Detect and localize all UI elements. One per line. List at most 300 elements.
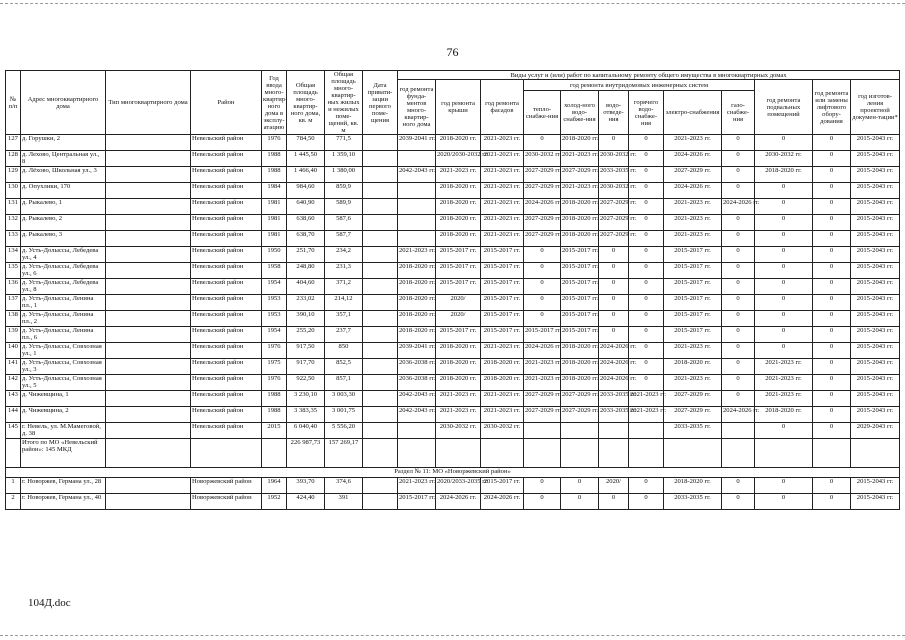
- table-row: [6, 151, 900, 167]
- cell-house-type: [106, 279, 191, 295]
- cell-design-docs-year: 2015-2043 гг.: [851, 135, 900, 151]
- cell-roof-year: 2018-2020 гг.: [436, 183, 481, 199]
- cell-gas-year: 0: [722, 183, 755, 199]
- cell-row-number: 2: [6, 494, 21, 510]
- cell-facade-year: 2021-2023 гг.: [481, 343, 524, 359]
- cell-design-docs-year: 2015-2043 гг.: [851, 375, 900, 391]
- cell-heat-supply-year: 2030-2032 гг.: [524, 151, 561, 167]
- cell-electric-year: 2018-2020 гг.: [664, 359, 722, 375]
- cell-address: д. Рыкалево, 3: [21, 231, 106, 247]
- cell-house-type: [106, 263, 191, 279]
- cell-cold-water-year: 2018-2020 гг.: [561, 231, 599, 247]
- cell-house-type: [106, 167, 191, 183]
- cell-privatization-date: [363, 359, 398, 375]
- cell-basement-year: 0: [755, 215, 813, 231]
- cell-district: Новоржевский район: [191, 478, 262, 494]
- cell-design-docs-year: 2015-2043 гг.: [851, 199, 900, 215]
- cell-year-built: 1976: [262, 375, 287, 391]
- table-row: [6, 215, 900, 231]
- cell-residential-area: 857,1: [325, 375, 363, 391]
- cell-hot-water-year: [629, 423, 664, 439]
- cell-cold-water-year: 2027-2029 гг.: [561, 167, 599, 183]
- cell-gas-year: 0: [722, 311, 755, 327]
- cell-cold-water-year: 2015-2017 гг.: [561, 311, 599, 327]
- cell-privatization-date: [363, 343, 398, 359]
- cell-house-type: [106, 327, 191, 343]
- cell-gas-year: 0: [722, 359, 755, 375]
- cell-district: Невельский район: [191, 215, 262, 231]
- cell-hot-water-year: 0: [629, 183, 664, 199]
- header-foundation: год ремонта фунда-ментов много-квартир-ного дома: [398, 80, 436, 135]
- table-body-novorzhev: [6, 478, 900, 510]
- cell-elevator-year: 0: [813, 343, 851, 359]
- cell-roof-year: 2015-2017 гг.: [436, 279, 481, 295]
- cell-cold-water-year: 2018-2020 гг.: [561, 135, 599, 151]
- cell-foundation-year: [398, 231, 436, 247]
- cell-facade-year: 2021-2023 гг.: [481, 231, 524, 247]
- cell-basement-year: 0: [755, 135, 813, 151]
- cell-hot-water-year: 0: [629, 167, 664, 183]
- table-row: [6, 343, 900, 359]
- cell-total-area: 1 466,40: [287, 167, 325, 183]
- cell-foundation-year: 2042-2043 гг.: [398, 407, 436, 423]
- cell-total-area: 3 230,10: [287, 391, 325, 407]
- cell-year-built: 1964: [262, 478, 287, 494]
- cell-sewer-year: 2033-2035 гг.: [599, 407, 629, 423]
- cell-address: д. Чижевщина, 1: [21, 391, 106, 407]
- cell-cold-water-year: 0: [561, 494, 599, 510]
- cell-hot-water-year: 0: [629, 215, 664, 231]
- cell-sewer-year: 0: [599, 263, 629, 279]
- cell-hot-water-year: 0: [629, 478, 664, 494]
- cell-basement-year: 0: [755, 311, 813, 327]
- cell-heat-supply-year: 2024-2026 гг.: [524, 199, 561, 215]
- cell-heat-supply-year: 0: [524, 494, 561, 510]
- cell-gas-year: 0: [722, 343, 755, 359]
- cell-total-area: 6 040,40: [287, 423, 325, 439]
- cell-address: д. Усть-Долыссы, Ленина пл., 2: [21, 311, 106, 327]
- cell-address: д. Чижевщина, 2: [21, 407, 106, 423]
- cell-roof-year: 2018-2020 гг.: [436, 135, 481, 151]
- cell-basement-year: 2030-2032 гг.: [755, 151, 813, 167]
- header-facade: год ремонта фасадов: [481, 80, 524, 135]
- cell-foundation-year: 2021-2023 гг.: [398, 478, 436, 494]
- cell-house-type: [106, 231, 191, 247]
- cell-district: Невельский район: [191, 311, 262, 327]
- cell-heat-supply-year: 0: [524, 247, 561, 263]
- cell-heat-supply-year: 0: [524, 279, 561, 295]
- cell-address: г. Новоржев, Германа ул., 28: [21, 478, 106, 494]
- cell-gas-year: 0: [722, 263, 755, 279]
- cell-roof-year: 2021-2023 гг.: [436, 167, 481, 183]
- cell-privatization-date: [363, 135, 398, 151]
- cell-house-type: [106, 215, 191, 231]
- cell-elevator-year: 0: [813, 215, 851, 231]
- cell-address: д. Усть-Долыссы, Ленина пл., 6: [21, 327, 106, 343]
- table-row: [6, 279, 900, 295]
- header-electric: электро-снабжения: [664, 91, 722, 135]
- cell-foundation-year: 2039-2041 гг.: [398, 343, 436, 359]
- cell-foundation-year: 2018-2020 гг.: [398, 295, 436, 311]
- cell-heat-supply-year: 0: [524, 295, 561, 311]
- cell-year-built: 1958: [262, 263, 287, 279]
- cell-district: Невельский район: [191, 407, 262, 423]
- header-gas: газо-снабже-ния: [722, 91, 755, 135]
- cell-electric-year: 2033-2035 гг.: [664, 423, 722, 439]
- cell-facade-year: 2021-2023 гг.: [481, 215, 524, 231]
- table-row: [6, 375, 900, 391]
- cell-foundation-year: 2018-2020 гг.: [398, 263, 436, 279]
- cell-total-area: 922,50: [287, 375, 325, 391]
- cell-electric-year: 2027-2029 гг.: [664, 391, 722, 407]
- cell-sewer-year: 2024-2026 гг.: [599, 359, 629, 375]
- cell-elevator-year: 0: [813, 423, 851, 439]
- cell-district: Невельский район: [191, 167, 262, 183]
- cell-address: д. Усть-Долыссы, Лебедева ул., 6: [21, 263, 106, 279]
- cell-design-docs-year: 2015-2043 гг.: [851, 327, 900, 343]
- cell-row-number: 131: [6, 199, 21, 215]
- cell-roof-year: 2018-2020 гг.: [436, 215, 481, 231]
- cell-residential-area: 859,9: [325, 183, 363, 199]
- cell-elevator-year: 0: [813, 407, 851, 423]
- cell-year-built: 1953: [262, 311, 287, 327]
- cell-sewer-year: 0: [599, 135, 629, 151]
- cell-year-built: 1976: [262, 343, 287, 359]
- cell-foundation-year: [398, 423, 436, 439]
- cell-cold-water-year: 2027-2029 гг.: [561, 391, 599, 407]
- cell-facade-year: 2021-2023 гг.: [481, 407, 524, 423]
- cell-district: Невельский район: [191, 199, 262, 215]
- cell-total-area: 233,02: [287, 295, 325, 311]
- scan-edge-top: [0, 3, 905, 4]
- cell-gas-year: 0: [722, 391, 755, 407]
- cell-basement-year: 2018-2020 гг.: [755, 167, 813, 183]
- cell-design-docs-year: 2029-2043 гг.: [851, 423, 900, 439]
- cell-house-type: [106, 183, 191, 199]
- cell-gas-year: 0: [722, 247, 755, 263]
- cell-heat-supply-year: 2027-2029 гг.: [524, 183, 561, 199]
- cell-foundation-year: 2015-2017 гг.: [398, 494, 436, 510]
- cell-house-type: [106, 478, 191, 494]
- cell-roof-year: 2018-2020 гг.: [436, 375, 481, 391]
- cell-residential-area: 5 556,20: [325, 423, 363, 439]
- cell-hot-water-year: 0: [629, 135, 664, 151]
- cell-electric-year: 2015-2017 гг.: [664, 327, 722, 343]
- cell-gas-year: 0: [722, 135, 755, 151]
- cell-year-built: 1988: [262, 391, 287, 407]
- header-residential-area: Общая площадь много-квартир-ных жилых и нежилых поме-щений, кв. м: [325, 71, 363, 135]
- cell-heat-supply-year: 2021-2023 гг.: [524, 375, 561, 391]
- cell-sewer-year: 2030-2032 гг.: [599, 183, 629, 199]
- cell-row-number: 136: [6, 279, 21, 295]
- cell-district: Невельский район: [191, 391, 262, 407]
- cell-privatization-date: [363, 247, 398, 263]
- header-hot-water: горячего водо-снабже-ния: [629, 91, 664, 135]
- cell-year-built: 1988: [262, 167, 287, 183]
- cell-design-docs-year: 2015-2043 гг.: [851, 407, 900, 423]
- cell-privatization-date: [363, 311, 398, 327]
- cell-cold-water-year: 2021-2023 гг.: [561, 151, 599, 167]
- cell-elevator-year: 0: [813, 151, 851, 167]
- cell-row-number: 139: [6, 327, 21, 343]
- cell-residential-area: 3 003,30: [325, 391, 363, 407]
- cell-elevator-year: 0: [813, 199, 851, 215]
- cell-residential-area: 852,5: [325, 359, 363, 375]
- cell-basement-year: 0: [755, 327, 813, 343]
- header-elevator: год ремонта или замены лифтового обору-дования: [813, 80, 851, 135]
- cell-total-area: 248,80: [287, 263, 325, 279]
- cell-hot-water-year: 0: [629, 375, 664, 391]
- cell-basement-year: 0: [755, 423, 813, 439]
- cell-total-area: 404,60: [287, 279, 325, 295]
- cell-residential-area: 771,5: [325, 135, 363, 151]
- cell-roof-year: 2018-2020 гг.: [436, 343, 481, 359]
- cell-design-docs-year: 2015-2043 гг.: [851, 151, 900, 167]
- cell-residential-area: 587,7: [325, 231, 363, 247]
- cell-address: д. Горушки, 2: [21, 135, 106, 151]
- header-basement: год ремонта подвальных помещений: [755, 80, 813, 135]
- cell-basement-year: 2021-2023 гг.: [755, 391, 813, 407]
- cell-foundation-year: 2021-2023 гг.: [398, 247, 436, 263]
- cell-residential-area: 1 380,00: [325, 167, 363, 183]
- header-type: Тип многоквартирного дома: [106, 71, 191, 135]
- cell-privatization-date: [363, 279, 398, 295]
- cell-design-docs-year: 2015-2043 гг.: [851, 247, 900, 263]
- cell-elevator-year: 0: [813, 295, 851, 311]
- cell-row-number: 128: [6, 151, 21, 167]
- cell-heat-supply-year: 0: [524, 135, 561, 151]
- cell-facade-year: 2021-2023 гг.: [481, 183, 524, 199]
- cell-electric-year: 2021-2023 гг.: [664, 231, 722, 247]
- header-address: Адрес многоквартирного дома: [21, 71, 106, 135]
- cell-district: Невельский район: [191, 231, 262, 247]
- cell-basement-year: 0: [755, 247, 813, 263]
- cell-residential-area: 589,9: [325, 199, 363, 215]
- cell-basement-year: 2021-2023 гг.: [755, 359, 813, 375]
- cell-total-area: 1 445,50: [287, 151, 325, 167]
- cell-row-number: 137: [6, 295, 21, 311]
- cell-facade-year: 2021-2023 гг.: [481, 391, 524, 407]
- cell-facade-year: 2030-2032 гг.: [481, 423, 524, 439]
- cell-elevator-year: 0: [813, 135, 851, 151]
- cell-row-number: 133: [6, 231, 21, 247]
- section-title: Раздел № 11: МО «Новоржевский район»: [6, 468, 900, 478]
- cell-gas-year: 0: [722, 279, 755, 295]
- cell-electric-year: 2021-2023 гг.: [664, 135, 722, 151]
- cell-roof-year: 2020/2033-2035 гг.: [436, 478, 481, 494]
- cell-row-number: 132: [6, 215, 21, 231]
- cell-basement-year: 0: [755, 231, 813, 247]
- table-row: [6, 391, 900, 407]
- cell-district: Невельский район: [191, 279, 262, 295]
- cell-electric-year: 2033-2035 гг.: [664, 494, 722, 510]
- cell-address: г. Невель, ул. М.Мамеговой, д. 38: [21, 423, 106, 439]
- cell-privatization-date: [363, 215, 398, 231]
- cell-cold-water-year: 2018-2020 гг.: [561, 375, 599, 391]
- cell-privatization-date: [363, 391, 398, 407]
- cell-year-built: 1976: [262, 135, 287, 151]
- cell-residential-area: 1 359,10: [325, 151, 363, 167]
- cell-gas-year: 0: [722, 167, 755, 183]
- header-number: № п/п: [6, 71, 21, 135]
- cell-house-type: [106, 199, 191, 215]
- cell-sewer-year: 0: [599, 494, 629, 510]
- cell-house-type: [106, 494, 191, 510]
- cell-address: д. Усть-Долыссы, Совхозная ул., 3: [21, 359, 106, 375]
- cell-row-number: 129: [6, 167, 21, 183]
- cell-district: Новоржевский район: [191, 494, 262, 510]
- table-row: [6, 494, 900, 510]
- cell-sewer-year: 2027-2029 гг.: [599, 231, 629, 247]
- cell-district: Невельский район: [191, 247, 262, 263]
- cell-design-docs-year: 2015-2043 гг.: [851, 215, 900, 231]
- cell-row-number: 135: [6, 263, 21, 279]
- cell-residential-area: 214,12: [325, 295, 363, 311]
- table-row: [6, 407, 900, 423]
- cell-privatization-date: [363, 199, 398, 215]
- table-row: [6, 199, 900, 215]
- cell-total-area: 255,20: [287, 327, 325, 343]
- cell-elevator-year: 0: [813, 359, 851, 375]
- cell-privatization-date: [363, 231, 398, 247]
- cell-foundation-year: 2018-2020 гг.: [398, 279, 436, 295]
- cell-total-area: 917,50: [287, 343, 325, 359]
- cell-electric-year: 2015-2017 гг.: [664, 311, 722, 327]
- cell-heat-supply-year: 2027-2029 гг.: [524, 407, 561, 423]
- cell-facade-year: 2015-2017 гг.: [481, 263, 524, 279]
- header-design-docs: год изготов-ления проектной докумен-тации*: [851, 80, 900, 135]
- cell-year-built: 1984: [262, 183, 287, 199]
- table-row: [6, 247, 900, 263]
- cell-house-type: [106, 359, 191, 375]
- cell-total-area: 640,90: [287, 199, 325, 215]
- cell-gas-year: 0: [722, 295, 755, 311]
- cell-roof-year: 2024-2026 гг.: [436, 494, 481, 510]
- cell-facade-year: 2021-2023 гг.: [481, 167, 524, 183]
- cell-cold-water-year: 2018-2020 гг.: [561, 359, 599, 375]
- table-row: [6, 231, 900, 247]
- cell-district: Невельский район: [191, 151, 262, 167]
- cell-facade-year: 2018-2020 гг.: [481, 359, 524, 375]
- cell-roof-year: 2020/: [436, 295, 481, 311]
- cell-cold-water-year: 2018-2020 гг.: [561, 343, 599, 359]
- cell-foundation-year: [398, 151, 436, 167]
- header-heat: тепло-снабже-ния: [524, 91, 561, 135]
- table-row: [6, 359, 900, 375]
- cell-electric-year: 2021-2023 гг.: [664, 375, 722, 391]
- cell-row-number: 143: [6, 391, 21, 407]
- cell-foundation-year: 2036-2038 гг.: [398, 359, 436, 375]
- cell-house-type: [106, 423, 191, 439]
- cell-year-built: 1953: [262, 295, 287, 311]
- cell-elevator-year: 0: [813, 263, 851, 279]
- cell-year-built: 1981: [262, 199, 287, 215]
- cell-hot-water-year: 0: [629, 151, 664, 167]
- table-total: [6, 439, 900, 478]
- cell-basement-year: 0: [755, 199, 813, 215]
- cell-district: Невельский район: [191, 423, 262, 439]
- cell-facade-year: 2021-2023 гг.: [481, 135, 524, 151]
- cell-house-type: [106, 151, 191, 167]
- cell-electric-year: 2015-2017 гг.: [664, 247, 722, 263]
- cell-house-type: [106, 311, 191, 327]
- header-systems-group: год ремонта внутридомовых инженерных систем: [524, 80, 755, 91]
- table-row: [6, 135, 900, 151]
- cell-heat-supply-year: 0: [524, 263, 561, 279]
- cell-basement-year: 0: [755, 494, 813, 510]
- cell-privatization-date: [363, 494, 398, 510]
- cell-basement-year: 0: [755, 295, 813, 311]
- cell-hot-water-year: 2021-2023 гг.: [629, 407, 664, 423]
- cell-sewer-year: 2024-2026 гг.: [599, 343, 629, 359]
- cell-address: д. Лёхово, Школьная ул., 3: [21, 167, 106, 183]
- cell-elevator-year: 0: [813, 375, 851, 391]
- cell-roof-year: 2015-2017 гг.: [436, 247, 481, 263]
- cell-basement-year: 0: [755, 478, 813, 494]
- cell-facade-year: 2015-2017 гг.: [481, 478, 524, 494]
- cell-total-area: 393,70: [287, 478, 325, 494]
- cell-privatization-date: [363, 167, 398, 183]
- header-roof: год ремонта крыши: [436, 80, 481, 135]
- cell-elevator-year: 0: [813, 167, 851, 183]
- cell-basement-year: 0: [755, 263, 813, 279]
- cell-roof-year: 2015-2017 гг.: [436, 327, 481, 343]
- table-row: [6, 263, 900, 279]
- cell-cold-water-year: 2015-2017 гг.: [561, 295, 599, 311]
- header-privatization: Дата привати-зации первого поме-щения: [363, 71, 398, 135]
- cell-elevator-year: 0: [813, 183, 851, 199]
- cell-cold-water-year: 2015-2017 гг.: [561, 327, 599, 343]
- cell-foundation-year: 2042-2043 гг.: [398, 391, 436, 407]
- cell-foundation-year: 2039-2041 гг.: [398, 135, 436, 151]
- cell-roof-year: 2018-2020 гг.: [436, 199, 481, 215]
- cell-district: Невельский район: [191, 343, 262, 359]
- cell-heat-supply-year: 2027-2029 гг.: [524, 215, 561, 231]
- cell-sewer-year: 0: [599, 295, 629, 311]
- cell-elevator-year: 0: [813, 478, 851, 494]
- cell-roof-year: 2020/: [436, 311, 481, 327]
- cell-hot-water-year: 0: [629, 295, 664, 311]
- cell-gas-year: 0: [722, 494, 755, 510]
- cell-year-built: 2015: [262, 423, 287, 439]
- cell-sewer-year: 2033-2035 гг.: [599, 391, 629, 407]
- cell-foundation-year: [398, 199, 436, 215]
- cell-design-docs-year: 2015-2043 гг.: [851, 391, 900, 407]
- cell-sewer-year: 0: [599, 311, 629, 327]
- cell-district: Невельский район: [191, 359, 262, 375]
- cell-foundation-year: [398, 183, 436, 199]
- cell-electric-year: 2015-2017 гг.: [664, 279, 722, 295]
- cell-design-docs-year: 2015-2043 гг.: [851, 494, 900, 510]
- cell-year-built: 1988: [262, 151, 287, 167]
- cell-address: г. Новоржев, Германа ул., 40: [21, 494, 106, 510]
- cell-total-area: 424,40: [287, 494, 325, 510]
- cell-sewer-year: 2027-2029 гг.: [599, 199, 629, 215]
- cell-foundation-year: 2018-2020 гг.: [398, 311, 436, 327]
- table-row: [6, 311, 900, 327]
- cell-heat-supply-year: [524, 423, 561, 439]
- cell-electric-year: 2024-2026 гг.: [664, 151, 722, 167]
- capital-repair-table: [5, 70, 900, 510]
- cell-total-area: 3 383,35: [287, 407, 325, 423]
- cell-foundation-year: 2036-2038 гг.: [398, 375, 436, 391]
- cell-roof-year: 2015-2017 гг.: [436, 263, 481, 279]
- cell-residential-area: 371,2: [325, 279, 363, 295]
- cell-row-number: 142: [6, 375, 21, 391]
- cell-district: Невельский район: [191, 327, 262, 343]
- cell-year-built: 1954: [262, 327, 287, 343]
- page-number: 76: [446, 45, 459, 59]
